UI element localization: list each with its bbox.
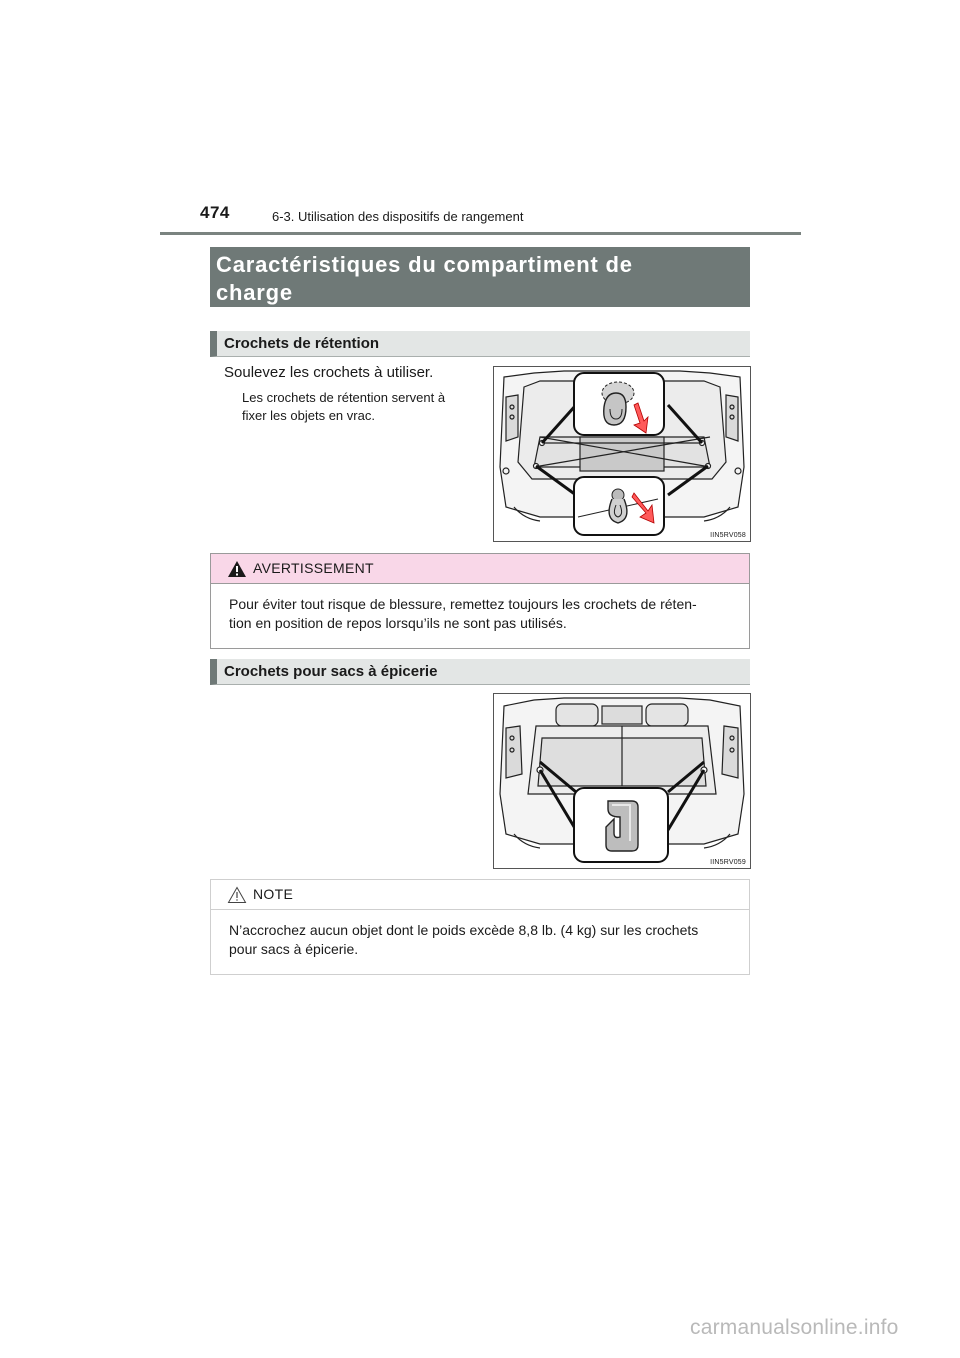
figure-code: IIN5RV059 (710, 859, 746, 866)
grocery-hook-detail (606, 801, 638, 851)
note-box (210, 879, 750, 975)
grocery-hooks-figure (493, 693, 751, 869)
note-header (211, 880, 749, 910)
header-divider (160, 232, 801, 235)
retention-description-line-1: Les crochets de rétention servent à (242, 390, 446, 405)
retention-step-text: Soulevez les crochets à utiliser. (224, 364, 434, 381)
warning-text-line-2: tion en position de repos lorsqu’ils ne sont pas utilisés. (229, 615, 567, 631)
warning-box (210, 553, 750, 649)
note-text-line-1: N’accrochez aucun objet dont le poids excède 8,8 lb. (4 kg) sur les crochets (229, 922, 699, 938)
page-title-line-2: charge (216, 280, 293, 305)
caution-triangle-icon (227, 886, 247, 904)
warning-title: AVERTISSEMENT (253, 560, 374, 576)
section-breadcrumb: 6-3. Utilisation des dispositifs de rangement (272, 209, 524, 224)
watermark: carmanualsonline.info (690, 1316, 899, 1339)
grocery-cargo-illustration (494, 694, 750, 868)
figure-code: IIN5RV058 (710, 532, 746, 539)
grocery-hooks-heading: Crochets pour sacs à épicerie (210, 659, 750, 685)
page-title-line-1: Caractéristiques du compartiment de (216, 252, 633, 277)
retention-hooks-heading: Crochets de rétention (210, 331, 750, 357)
warning-text (229, 595, 744, 633)
retention-description-line-2: fixer les objets en vrac. (242, 408, 375, 423)
warning-text-line-1: Pour éviter tout risque de blessure, remettez toujours les crochets de réten- (229, 596, 697, 612)
note-text-line-2: pour sacs à épicerie. (229, 941, 359, 957)
warning-triangle-icon (227, 560, 247, 578)
cargo-area-illustration (494, 367, 750, 541)
note-title: NOTE (253, 886, 294, 902)
page-title (210, 247, 750, 307)
warning-header (211, 554, 749, 584)
note-text (229, 921, 744, 959)
page-number: 474 (200, 203, 230, 222)
retention-hooks-figure (493, 366, 751, 542)
retention-description (242, 389, 482, 425)
